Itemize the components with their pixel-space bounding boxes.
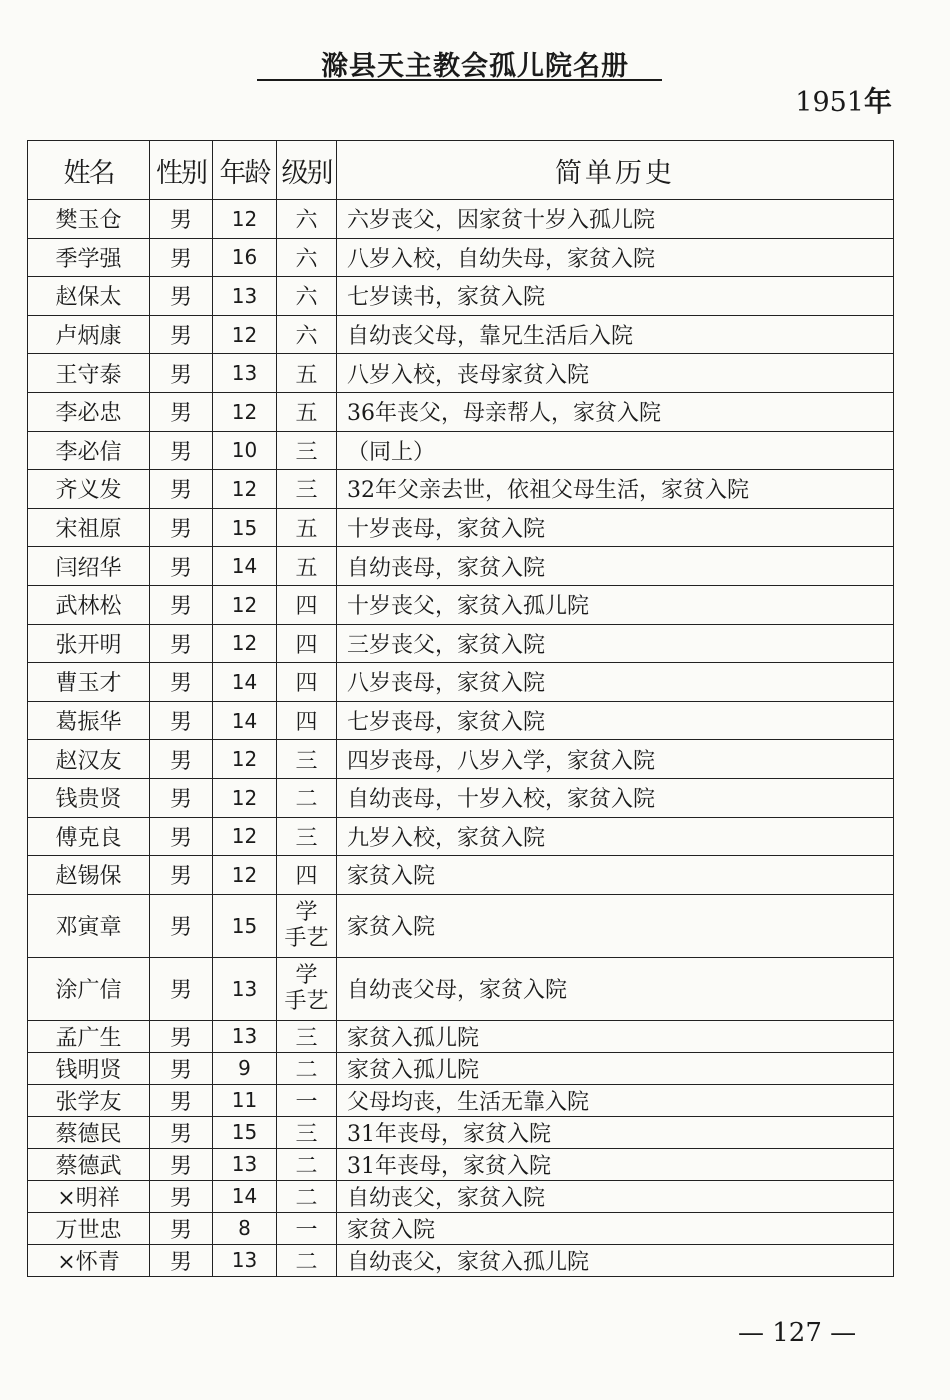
cell-history: 家贫入孤儿院	[337, 1020, 894, 1052]
cell-name: 卢炳康	[28, 315, 150, 354]
cell-grade: 二	[277, 1052, 337, 1084]
header-history: 简单历史	[337, 141, 894, 200]
cell-age: 13	[213, 1020, 277, 1052]
cell-sex: 男	[150, 315, 213, 354]
cell-age: 16	[213, 238, 277, 277]
cell-name: ×怀青	[28, 1244, 150, 1276]
table-row	[28, 817, 894, 856]
cell-grade: 五	[277, 354, 337, 393]
cell-age: 12	[213, 200, 277, 239]
cell-history: 自幼丧父，家贫入院	[337, 1180, 894, 1212]
cell-sex: 男	[150, 1244, 213, 1276]
table-row	[28, 1212, 894, 1244]
cell-sex: 男	[150, 547, 213, 586]
cell-grade: 四	[277, 624, 337, 663]
header-grade: 级别	[277, 141, 337, 200]
cell-history: 八岁丧母，家贫入院	[337, 663, 894, 702]
cell-history: 八岁入校，自幼失母，家贫入院	[337, 238, 894, 277]
document-year	[795, 80, 892, 120]
cell-sex: 男	[150, 392, 213, 431]
table-body	[28, 200, 894, 1277]
cell-age: 10	[213, 431, 277, 470]
cell-age: 12	[213, 817, 277, 856]
cell-sex: 男	[150, 431, 213, 470]
table-row	[28, 1052, 894, 1084]
cell-grade: 五	[277, 392, 337, 431]
cell-history: 六岁丧父，因家贫十岁入孤儿院	[337, 200, 894, 239]
cell-age: 12	[213, 585, 277, 624]
cell-history: 八岁入校，丧母家贫入院	[337, 354, 894, 393]
cell-sex: 男	[150, 624, 213, 663]
cell-grade: 六	[277, 238, 337, 277]
cell-name: 蔡德民	[28, 1116, 150, 1148]
table-row	[28, 1116, 894, 1148]
cell-sex: 男	[150, 663, 213, 702]
cell-history: （同上）	[337, 431, 894, 470]
table-row	[28, 238, 894, 277]
cell-age: 8	[213, 1212, 277, 1244]
table-row	[28, 354, 894, 393]
cell-sex: 男	[150, 277, 213, 316]
cell-sex: 男	[150, 894, 213, 957]
cell-history: 七岁读书，家贫入院	[337, 277, 894, 316]
cell-grade: 三	[277, 817, 337, 856]
cell-history: 自幼丧父母，靠兄生活后入院	[337, 315, 894, 354]
cell-age: 13	[213, 957, 277, 1020]
cell-age: 11	[213, 1084, 277, 1116]
cell-sex: 男	[150, 1116, 213, 1148]
cell-history: 32年父亲去世，依祖父母生活，家贫入院	[337, 470, 894, 509]
cell-age: 12	[213, 470, 277, 509]
cell-grade: 二	[277, 778, 337, 817]
table-row	[28, 740, 894, 779]
cell-name: 李必忠	[28, 392, 150, 431]
cell-name: 王守泰	[28, 354, 150, 393]
cell-history: 自幼丧父母，家贫入院	[337, 957, 894, 1020]
cell-grade: 三	[277, 1116, 337, 1148]
cell-grade: 二	[277, 1180, 337, 1212]
cell-grade: 四	[277, 701, 337, 740]
cell-grade: 六	[277, 200, 337, 239]
cell-age: 12	[213, 740, 277, 779]
cell-name: 葛振华	[28, 701, 150, 740]
cell-grade: 三	[277, 1020, 337, 1052]
cell-sex: 男	[150, 1148, 213, 1180]
cell-grade: 六	[277, 315, 337, 354]
cell-name: 邓寅章	[28, 894, 150, 957]
cell-sex: 男	[150, 470, 213, 509]
cell-history: 31年丧母，家贫入院	[337, 1116, 894, 1148]
cell-name: 孟广生	[28, 1020, 150, 1052]
cell-name: 齐义发	[28, 470, 150, 509]
cell-age: 9	[213, 1052, 277, 1084]
cell-name: 钱明贤	[28, 1052, 150, 1084]
cell-name: 樊玉仓	[28, 200, 150, 239]
cell-history: 家贫入院	[337, 856, 894, 895]
table-row	[28, 200, 894, 239]
cell-sex: 男	[150, 585, 213, 624]
table-row	[28, 1148, 894, 1180]
table-row	[28, 624, 894, 663]
cell-sex: 男	[150, 1084, 213, 1116]
cell-grade: 二	[277, 1148, 337, 1180]
table-row	[28, 778, 894, 817]
cell-sex: 男	[150, 1020, 213, 1052]
table-row	[28, 894, 894, 957]
cell-history: 十岁丧母，家贫入院	[337, 508, 894, 547]
cell-name: 傅克良	[28, 817, 150, 856]
page-number: — 127 —	[738, 1318, 857, 1348]
cell-age: 12	[213, 624, 277, 663]
cell-age: 15	[213, 508, 277, 547]
header-age: 年龄	[213, 141, 277, 200]
cell-history: 三岁丧父，家贫入院	[337, 624, 894, 663]
cell-grade: 四	[277, 663, 337, 702]
cell-age: 13	[213, 1148, 277, 1180]
table-row	[28, 701, 894, 740]
cell-grade: 六	[277, 277, 337, 316]
cell-age: 14	[213, 701, 277, 740]
cell-name: 赵锡保	[28, 856, 150, 895]
cell-grade: 五	[277, 508, 337, 547]
header-name: 姓名	[28, 141, 150, 200]
cell-grade: 三	[277, 431, 337, 470]
cell-sex: 男	[150, 354, 213, 393]
title-underline	[257, 79, 662, 81]
cell-name: 张学友	[28, 1084, 150, 1116]
cell-history: 家贫入院	[337, 894, 894, 957]
cell-name: 李必信	[28, 431, 150, 470]
table-row	[28, 1244, 894, 1276]
cell-history: 四岁丧母，八岁入学，家贫入院	[337, 740, 894, 779]
cell-age: 12	[213, 778, 277, 817]
table-row	[28, 856, 894, 895]
cell-sex: 男	[150, 200, 213, 239]
grade-stacked-text: 学 手艺	[284, 962, 329, 1014]
cell-name: 蔡德武	[28, 1148, 150, 1180]
table-row	[28, 277, 894, 316]
cell-age: 12	[213, 392, 277, 431]
cell-sex: 男	[150, 1052, 213, 1084]
cell-age: 13	[213, 1244, 277, 1276]
table-row	[28, 470, 894, 509]
cell-name: 曹玉才	[28, 663, 150, 702]
cell-grade: 三	[277, 740, 337, 779]
cell-sex: 男	[150, 778, 213, 817]
cell-age: 15	[213, 894, 277, 957]
cell-name: 武林松	[28, 585, 150, 624]
cell-grade: 四	[277, 856, 337, 895]
cell-age: 13	[213, 277, 277, 316]
cell-history: 自幼丧母，家贫入院	[337, 547, 894, 586]
table-row	[28, 315, 894, 354]
table-row	[28, 1020, 894, 1052]
cell-grade: 四	[277, 585, 337, 624]
cell-history: 自幼丧父，家贫入孤儿院	[337, 1244, 894, 1276]
cell-history: 家贫入院	[337, 1212, 894, 1244]
cell-grade	[277, 894, 337, 957]
header-sex: 性别	[150, 141, 213, 200]
cell-history: 自幼丧母，十岁入校，家贫入院	[337, 778, 894, 817]
cell-sex: 男	[150, 1212, 213, 1244]
cell-sex: 男	[150, 957, 213, 1020]
cell-age: 15	[213, 1116, 277, 1148]
cell-age: 12	[213, 856, 277, 895]
cell-history: 十岁丧父，家贫入孤儿院	[337, 585, 894, 624]
table-row	[28, 663, 894, 702]
cell-sex: 男	[150, 740, 213, 779]
cell-name: 季学强	[28, 238, 150, 277]
table-row	[28, 957, 894, 1020]
cell-history: 家贫入孤儿院	[337, 1052, 894, 1084]
cell-sex: 男	[150, 817, 213, 856]
table-row	[28, 1180, 894, 1212]
cell-age: 14	[213, 1180, 277, 1212]
cell-history: 父母均丧，生活无靠入院	[337, 1084, 894, 1116]
cell-sex: 男	[150, 856, 213, 895]
cell-history: 36年丧父，母亲帮人，家贫入院	[337, 392, 894, 431]
table-row	[28, 431, 894, 470]
table-row	[28, 392, 894, 431]
cell-name: 张开明	[28, 624, 150, 663]
cell-name: 万世忠	[28, 1212, 150, 1244]
cell-age: 12	[213, 315, 277, 354]
cell-history: 七岁丧母，家贫入院	[337, 701, 894, 740]
cell-name: ×明祥	[28, 1180, 150, 1212]
cell-grade	[277, 957, 337, 1020]
cell-sex: 男	[150, 508, 213, 547]
cell-sex: 男	[150, 238, 213, 277]
cell-history: 九岁入校，家贫入院	[337, 817, 894, 856]
orphan-roster-table	[27, 140, 894, 1277]
table-row	[28, 585, 894, 624]
year-suffix: 年	[863, 85, 892, 118]
cell-sex: 男	[150, 701, 213, 740]
year-number: 1951	[795, 87, 864, 118]
table-row	[28, 547, 894, 586]
cell-name: 闫绍华	[28, 547, 150, 586]
cell-name: 宋祖原	[28, 508, 150, 547]
cell-age: 14	[213, 547, 277, 586]
table-header-row	[28, 141, 894, 200]
cell-grade: 二	[277, 1244, 337, 1276]
table-row	[28, 508, 894, 547]
cell-grade: 三	[277, 470, 337, 509]
cell-grade: 五	[277, 547, 337, 586]
table-row	[28, 1084, 894, 1116]
cell-sex: 男	[150, 1180, 213, 1212]
cell-grade: 一	[277, 1084, 337, 1116]
cell-age: 14	[213, 663, 277, 702]
cell-name: 赵保太	[28, 277, 150, 316]
document-title: 滁县天主教会孤儿院名册	[321, 51, 629, 82]
cell-history: 31年丧母，家贫入院	[337, 1148, 894, 1180]
cell-name: 涂广信	[28, 957, 150, 1020]
cell-grade: 一	[277, 1212, 337, 1244]
cell-name: 钱贵贤	[28, 778, 150, 817]
cell-age: 13	[213, 354, 277, 393]
cell-name: 赵汉友	[28, 740, 150, 779]
grade-stacked-text: 学 手艺	[284, 899, 329, 951]
